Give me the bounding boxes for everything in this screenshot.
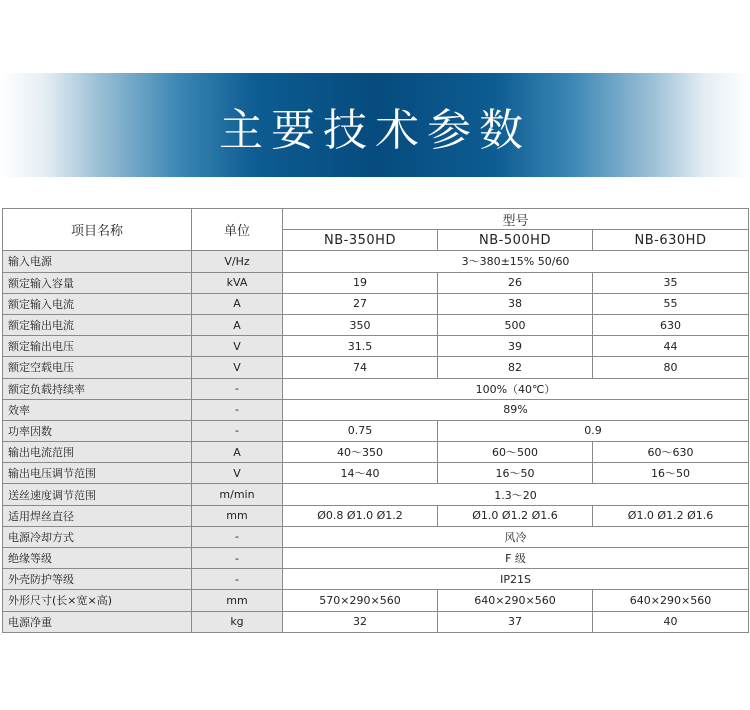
- param-value: 60～500: [438, 442, 593, 463]
- param-value: F 级: [283, 548, 749, 569]
- param-value: 630: [593, 314, 749, 335]
- table-row: [3, 378, 749, 399]
- param-value: 26: [438, 272, 593, 293]
- table-row: [3, 484, 749, 505]
- param-unit: -: [192, 569, 283, 590]
- param-unit: -: [192, 548, 283, 569]
- table-row: [3, 357, 749, 378]
- param-value: Ø1.0 Ø1.2 Ø1.6: [438, 505, 593, 526]
- param-unit: V: [192, 463, 283, 484]
- param-value: 44: [593, 336, 749, 357]
- param-value: 3～380±15% 50/60: [283, 251, 749, 272]
- param-unit: mm: [192, 505, 283, 526]
- param-unit: mm: [192, 590, 283, 611]
- param-value: Ø0.8 Ø1.0 Ø1.2: [283, 505, 438, 526]
- param-unit: V/Hz: [192, 251, 283, 272]
- param-unit: -: [192, 378, 283, 399]
- param-name: 效率: [3, 399, 192, 420]
- param-value: 32: [283, 611, 438, 632]
- param-value: 82: [438, 357, 593, 378]
- table-row: [3, 548, 749, 569]
- param-value: 37: [438, 611, 593, 632]
- param-value: 27: [283, 293, 438, 314]
- header-row: [3, 209, 749, 230]
- param-value: 0.9: [438, 420, 749, 441]
- param-unit: -: [192, 420, 283, 441]
- param-unit: m/min: [192, 484, 283, 505]
- param-name: 额定输入电流: [3, 293, 192, 314]
- table-row: [3, 336, 749, 357]
- header-item-name: 项目名称: [3, 209, 192, 251]
- param-name: 外形尺寸(长×宽×高): [3, 590, 192, 611]
- param-name: 额定输出电压: [3, 336, 192, 357]
- table-row: [3, 590, 749, 611]
- param-unit: A: [192, 442, 283, 463]
- param-name: 绝缘等级: [3, 548, 192, 569]
- param-name: 适用焊丝直径: [3, 505, 192, 526]
- param-unit: A: [192, 293, 283, 314]
- param-value: 38: [438, 293, 593, 314]
- param-unit: kVA: [192, 272, 283, 293]
- table-row: [3, 251, 749, 272]
- param-value: 89%: [283, 399, 749, 420]
- param-value: 74: [283, 357, 438, 378]
- table-row: [3, 569, 749, 590]
- param-name: 送丝速度调节范围: [3, 484, 192, 505]
- param-name: 功率因数: [3, 420, 192, 441]
- param-unit: A: [192, 314, 283, 335]
- param-name: 电源净重: [3, 611, 192, 632]
- param-value: 14～40: [283, 463, 438, 484]
- title-banner: [0, 73, 750, 177]
- param-name: 额定负载持续率: [3, 378, 192, 399]
- param-value: 40～350: [283, 442, 438, 463]
- param-name: 外壳防护等级: [3, 569, 192, 590]
- param-unit: kg: [192, 611, 283, 632]
- spec-table: [2, 208, 749, 633]
- param-value: 35: [593, 272, 749, 293]
- param-value: 500: [438, 314, 593, 335]
- param-value: 1.3～20: [283, 484, 749, 505]
- table-row: [3, 611, 749, 632]
- page-title: 主要技术参数: [219, 105, 531, 156]
- param-value: 16～50: [438, 463, 593, 484]
- param-value: 31.5: [283, 336, 438, 357]
- param-value: 0.75: [283, 420, 438, 441]
- param-value: 55: [593, 293, 749, 314]
- param-value: 640×290×560: [593, 590, 749, 611]
- param-name: 额定输出电流: [3, 314, 192, 335]
- param-value: 39: [438, 336, 593, 357]
- table-row: [3, 526, 749, 547]
- param-name: 输入电源: [3, 251, 192, 272]
- param-unit: V: [192, 357, 283, 378]
- param-value: 16～50: [593, 463, 749, 484]
- param-value: 风冷: [283, 526, 749, 547]
- model-nb-630hd: NB-630HD: [593, 230, 749, 251]
- table-row: [3, 505, 749, 526]
- param-name: 额定输入容量: [3, 272, 192, 293]
- param-value: 80: [593, 357, 749, 378]
- param-value: IP21S: [283, 569, 749, 590]
- model-nb-350hd: NB-350HD: [283, 230, 438, 251]
- param-unit: -: [192, 399, 283, 420]
- param-value: 350: [283, 314, 438, 335]
- param-name: 电源冷却方式: [3, 526, 192, 547]
- table-row: [3, 399, 749, 420]
- param-value: 19: [283, 272, 438, 293]
- param-value: 100%（40℃）: [283, 378, 749, 399]
- table-row: [3, 442, 749, 463]
- param-value: 60～630: [593, 442, 749, 463]
- param-value: Ø1.0 Ø1.2 Ø1.6: [593, 505, 749, 526]
- table-row: [3, 272, 749, 293]
- table-row: [3, 293, 749, 314]
- table-row: [3, 314, 749, 335]
- param-value: 640×290×560: [438, 590, 593, 611]
- header-model: 型号: [283, 209, 749, 230]
- param-unit: V: [192, 336, 283, 357]
- table-row: [3, 463, 749, 484]
- table-row: [3, 420, 749, 441]
- param-value: 40: [593, 611, 749, 632]
- param-value: 570×290×560: [283, 590, 438, 611]
- param-unit: -: [192, 526, 283, 547]
- header-unit: 单位: [192, 209, 283, 251]
- param-name: 输出电压调节范围: [3, 463, 192, 484]
- param-name: 额定空载电压: [3, 357, 192, 378]
- param-name: 输出电流范围: [3, 442, 192, 463]
- model-nb-500hd: NB-500HD: [438, 230, 593, 251]
